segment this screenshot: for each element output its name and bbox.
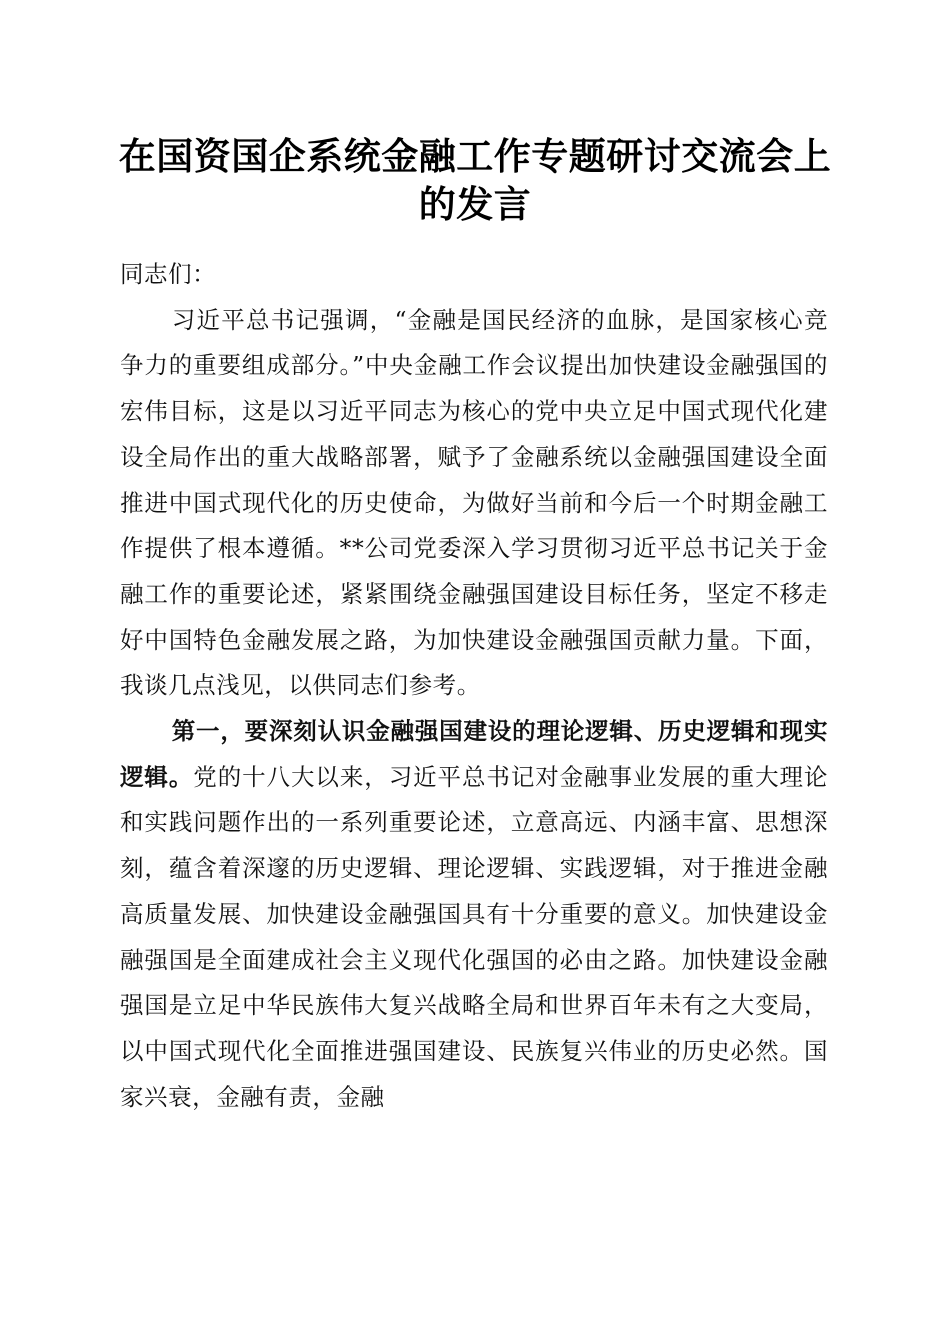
salutation: 同志们： [120,260,217,288]
paragraph-body-text: 党的十八大以来，习近平总书记对金融事业发展的重大理论和实践问题作出的一系列重要论述，立意高远、内涵丰富、思想深刻，蕴含着深邃的历史逻辑、理论逻辑、实践逻辑，对于推进金融高质量发展、加快建设金融强国具有十分重要的意义。加快建设金融强国是全面建成社会主义现代化强国的必由之路。加快建设金融强国是立足中华民族伟大复兴战略全局和世界百年未有之大变局，以中国式现代化全面推进强国建设、民族复兴伟业的历史必然。国家兴衰，金融有责，金融 [120,762,828,1111]
document-body [120,252,828,1120]
paragraph-first-point [120,709,828,1120]
document-title: 在国资国企系统金融工作专题研讨交流会上的发言 [118,134,832,226]
paragraph-intro: 习近平总书记强调，“金融是国民经济的血脉，是国家核心竞争力的重要组成部分。”中央金融工作会议提出加快建设金融强国的宏伟目标，这是以习近平同志为核心的党中央立足中国式现代化建设全局作出的重大战略部署，赋予了金融系统以金融强国建设全面推进中国式现代化的历史使命，为做好当前和今后一个时期金融工作提供了根本遵循。**公司党委深入学习贯彻习近平总书记关于金融工作的重要论述，紧紧围绕金融强国建设目标任务，坚定不移走好中国特色金融发展之路，为加快建设金融强国贡献力量。下面，我谈几点浅见，以供同志们参考。 [120,305,828,700]
paragraph-lead-sentence: 第一，要深刻认识金融强国建设的理论逻辑、历史逻辑和现实逻辑。 [120,717,828,791]
